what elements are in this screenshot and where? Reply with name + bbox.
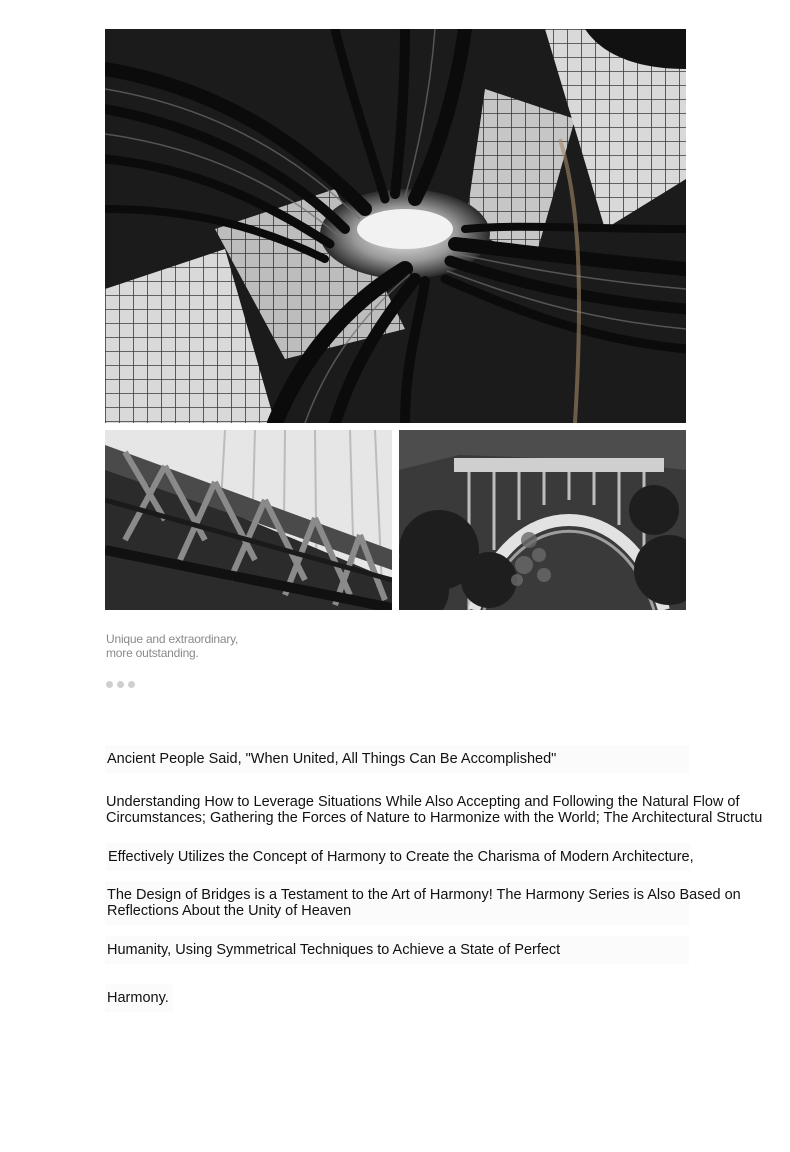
dot-indicator-2: [117, 681, 124, 688]
dot-indicator-3: [128, 681, 135, 688]
arch-bridge-illustration: [399, 430, 686, 610]
caption-line-2: more outstanding.: [106, 646, 199, 660]
paragraph-line-2: Circumstances; Gathering the Forces of Nature to Harmonize with the World; The Architectural Structu: [106, 810, 763, 826]
image-caption: [106, 632, 238, 660]
paragraph-harmony: [105, 984, 173, 1012]
paragraph-text: Ancient People Said, "When United, All Things Can Be Accomplished": [107, 751, 557, 767]
paragraph-bridges: [105, 881, 741, 925]
arch-bridge-image: [399, 430, 686, 610]
steel-truss-bridge-image: [105, 430, 392, 610]
paragraph-humanity: [105, 936, 689, 964]
paragraph-ancient-people: [105, 745, 689, 773]
hero-atrium-image: [105, 29, 686, 423]
truss-bridge-illustration: [105, 430, 392, 610]
paragraph-text: Effectively Utilizes the Concept of Harmony to Create the Charisma of Modern Architecture,: [108, 849, 694, 865]
dot-indicator-1: [106, 681, 113, 688]
paragraph-understanding: [106, 794, 762, 826]
paragraph-text: Humanity, Using Symmetrical Techniques to Achieve a State of Perfect: [107, 942, 561, 958]
carousel-dots: [106, 681, 135, 688]
atrium-illustration: [105, 29, 686, 423]
paragraph-line-1: The Design of Bridges is a Testament to the Art of Harmony! The Harmony Series is Also Based on: [107, 887, 741, 903]
paragraph-line-1: Understanding How to Leverage Situations While Also Accepting and Following the Natural Flow of: [106, 794, 740, 810]
paragraph-line-2: Reflections About the Unity of Heaven: [107, 903, 352, 919]
paragraph-text: Harmony.: [107, 990, 169, 1006]
paragraph-effectively: [106, 843, 694, 871]
caption-line-1: Unique and extraordinary,: [106, 632, 239, 646]
